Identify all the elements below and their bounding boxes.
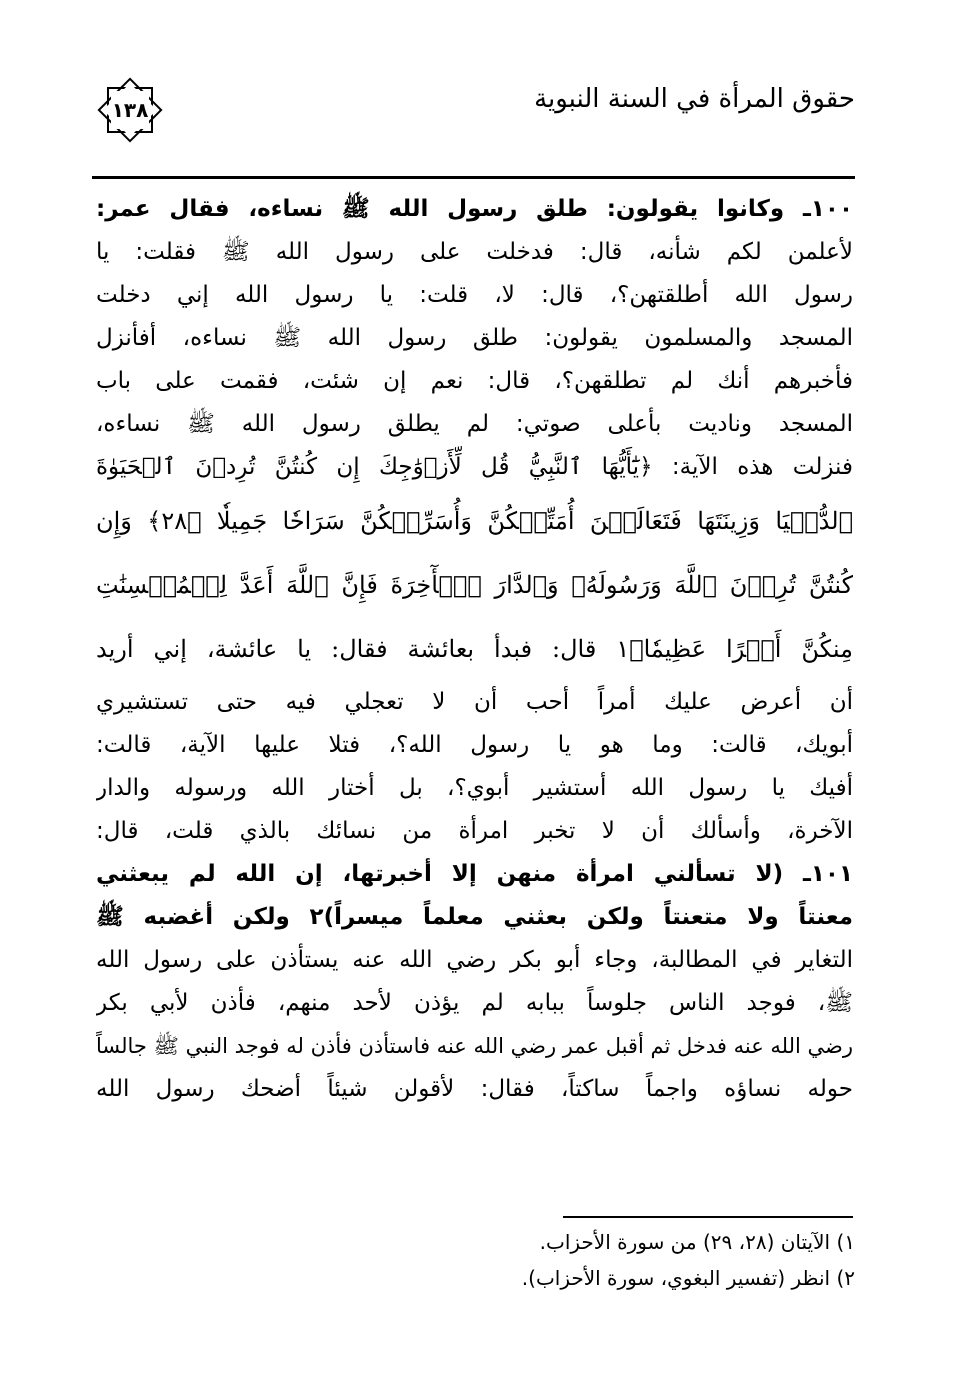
running-header-title: حقوق المرأة في السنة النبوية (534, 84, 855, 114)
text-line: الآخرة، وأسألك أن لا تخبر امرأة من نسائك بالذي قلت، قال: (96, 818, 853, 844)
footnote: ١) الآيتان (٢٨، ٢٩) من سورة الأحزاب. (539, 1230, 855, 1254)
text-line: معنتاً ولا متعنتاً ولكن بعثني معلماً ميسراً)٢ ولكن أغضبه ﷺ (96, 904, 853, 930)
text-line: المسجد والمسلمون يقولون: طلق رسول الله ﷺ نساءه، أفأنزل (96, 325, 853, 351)
footnote-divider (563, 1216, 853, 1218)
quran-verse-line: كُنتُنَّ تُرِدۡنَ ٱللَّهَ وَرَسُولَهُۥ وَٱلدَّارَ ٱلۡأٓخِرَةَ فَإِنَّ ٱللَّهَ أَعَدَّ لِلۡمُحۡسِنَٰتِ (96, 571, 853, 599)
text-line: أن أعرض عليك أمراً أحب أن لا تعجلي فيه حتى تستشيري (96, 689, 853, 715)
text-line: لأعلمن لكم شأنه، قال: فدخلت على رسول الله ﷺ فقلت: يا (96, 239, 853, 265)
text-line: أبويك، قالت: وما هو يا رسول الله؟، فتلا عليها الآية، قالت: (96, 732, 853, 758)
text-line: فنزلت هذه الآية: ﴿يَٰٓأَيُّهَا ٱلنَّبِيُّ قُل لِّأَزۡوَٰجِكَ إِن كُنتُنَّ تُرِدۡنَ ٱلۡحَيَوٰةَ (96, 454, 853, 480)
quran-verse-line: مِنكُنَّ أَجۡرًا عَظِيمٗا﴾١ قال: فبدأ بعائشة فقال: يا عائشة، إني أريد (96, 635, 853, 663)
page-number: ١٣٨ (111, 98, 149, 122)
text-line: حوله نساؤه واجماً ساكتاً، فقال: لأقولن شيئاً أضحك رسول الله (96, 1076, 853, 1102)
text-line: المسجد وناديت بأعلى صوتي: لم يطلق رسول الله ﷺ نساءه، (96, 411, 853, 437)
main-text (96, 188, 853, 1111)
text-line: ١٠٠ـ وكانوا يقولون: طلق رسول الله ﷺ نساءه، فقال عمر: (96, 196, 853, 222)
footnote: ٢) انظر (تفسير البغوي، سورة الأحزاب). (521, 1266, 855, 1290)
text-line: ﷺ، فوجد الناس جلوساً ببابه لم يؤذن لأحد منهم، فأذن لأبي بكر (96, 990, 853, 1016)
header-divider (92, 176, 855, 179)
text-line: رضي الله عنه فدخل ثم أقبل عمر رضي الله عنه فاستأذن فأذن له فوجد النبي ﷺ جالساً (96, 1034, 853, 1058)
page-number-badge (94, 74, 166, 146)
text-line: فأخبرهم أنك لم تطلقهن؟، قال: نعم إن شئت، فقمت على باب (96, 368, 853, 394)
text-line: أفيك يا رسول الله أستشير أبوي؟، بل أختار الله ورسوله والدار (96, 775, 853, 801)
text-line: التغاير في المطالبة، وجاء أبو بكر رضي الله عنه يستأذن على رسول الله (96, 947, 853, 973)
footnotes (255, 1224, 855, 1296)
text-line: رسول الله أطلقتهن؟، قال: لا، قلت: يا رسول الله إني دخلت (96, 282, 853, 308)
text-line: ١٠١ـ (لا تسألني امرأة منهن إلا أخبرتها، إن الله لم يبعثني (96, 861, 853, 887)
quran-verse-line: ٱلدُّنۡيَا وَزِينَتَهَا فَتَعَالَيۡنَ أُمَتِّعۡكُنَّ وَأُسَرِّحۡكُنَّ سَرَاحٗا جَمِيلٗا ﴿٢٨﴾ وَإِن (96, 507, 853, 535)
